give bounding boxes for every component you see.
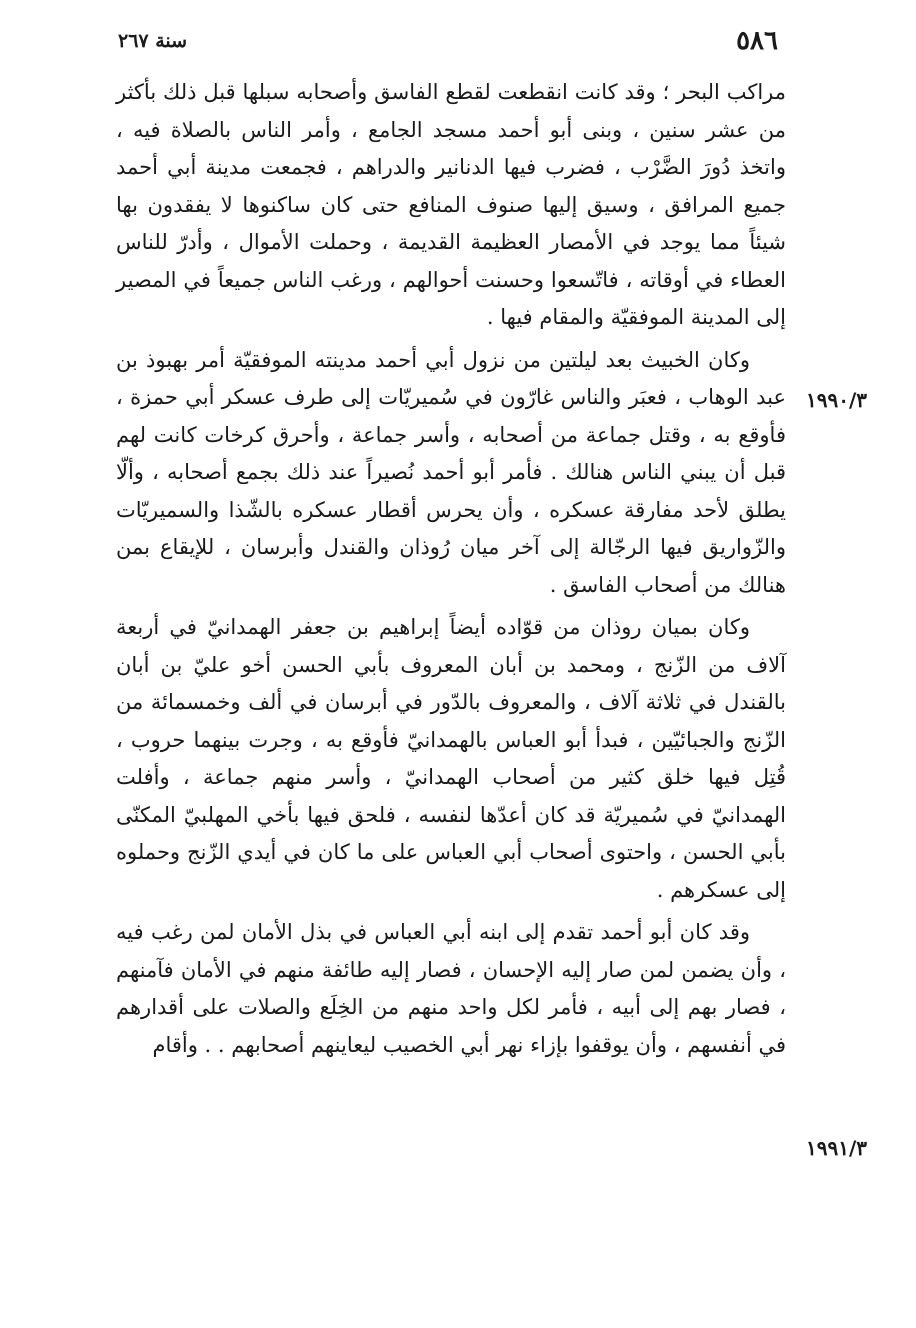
paragraph-4: وقد كان أبو أحمد تقدم إلى ابنه أبي العباس في بذل الأمان لمن رغب فيه ، وأن يضمن لمن صار إليه الإحسان ، فصار إليه طائفة منهم في الأمان فآمنهم ، فصار بهم إلى أبيه ، فأمر لكل واحد منهم من الخِلَع والصلات على أقدارهم في أنفسهم ، وأن يوقفوا بإزاء نهر أبي الخصيب ليعاينهم أصحابهم . . وأقام (116, 920, 786, 1057)
page-header (118, 26, 778, 66)
paragraph-1: مراكب البحر ؛ وقد كانت انقطعت لقطع الفاسق وأصحابه سبلها قبل ذلك بأكثر من عشر سنين ، وبنى أبو أحمد مسجد الجامع ، وأمر الناس بالصلاة فيه ، واتخذ دُورَ الضَّرْب ، فضرب فيها الدنانير والدراهم ، فجمعت مدينة أبي أحمد جميع المرافق ، وسيق إليها صنوف المنافع حتى كان ساكنوها لا يفقدون بها شيئاً مما يوجد في الأمصار العظيمة القديمة ، وحملت الأموال ، وأدرّ للناس العطاء في أوقاته ، فاتّسعوا وحسنت أحوالهم ، ورغب الناس جميعاً في المصير إلى المدينة الموفقيّة والمقام فيها . (116, 80, 786, 329)
paragraph-2: وكان الخبيث بعد ليلتين من نزول أبي أحمد مدينته الموفقيّة أمر بهبوذ بن عبد الوهاب ، فعبَر والناس غارّون في سُميريّات إلى طرف عسكر أبي حمزة ، فأوقع به ، وقتل جماعة من أصحابه ، وأسر جماعة ، وأحرق كرخات كانت لهم قبل أن يبني الناس هنالك . فأمر أبو أحمد نُصيراً عند ذلك بجمع أصحابه ، وألّا يطلق لأحد مفارقة عسكره ، وأن يحرس أقطار عسكره بالشّذا والسميريّات والزّواريق فيها الرجّالة إلى آخر ميان رُوذان والقندل وأبرسان ، للإيقاع بمن هنالك من أصحاب الفاسق . (116, 347, 786, 597)
margin-reference-1991: ١٩٩١/٣ (806, 1136, 868, 1160)
body-text (116, 74, 786, 1064)
running-head-year: سنة ٢٦٧ (118, 30, 188, 52)
margin-reference-1990: ١٩٩٠/٣ (806, 388, 868, 412)
paragraph-3: وكان بميان روذان من قوّاده أيضاً إبراهيم بن جعفر الهمدانيّ في أربعة آلاف من الزّنج ، ومحمد بن أبان المعروف بأبي الحسن أخو عليّ بن أبان بالقندل في ثلاثة آلاف ، والمعروف بالدّور في أبرسان في ألف وخمسمائة من الزّنج والجبائيّين ، فبدأ أبو العباس بالهمدانيّ فأوقع به ، وجرت بينهما حروب ، قُتِل فيها خلق كثير من أصحاب الهمدانيّ ، وأسر منهم جماعة ، وأفلت الهمدانيّ في سُميريّة قد كان أعدّها لنفسه ، فلحق فيها بأخي المهلبيّ المكنّى بأبي الحسن ، واحتوى أصحاب أبي العباس على ما كان في أيدي الزّنج وحملوه إلى عسكرهم . (116, 615, 786, 902)
page-number: ٥٨٦ (736, 26, 778, 56)
